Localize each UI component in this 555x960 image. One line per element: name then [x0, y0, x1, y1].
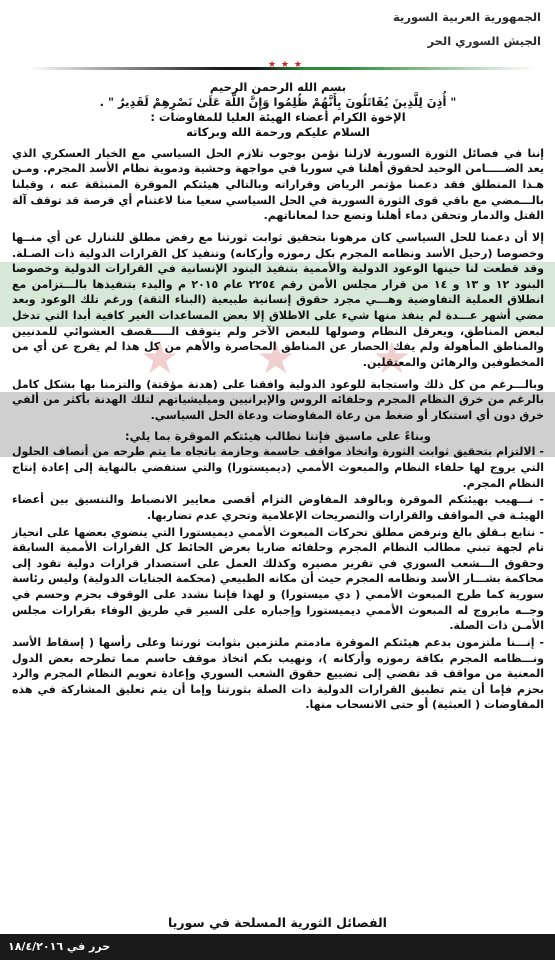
footer-bar [0, 934, 555, 960]
watermark-star-icon: ★ [372, 333, 412, 384]
basmala: بسم الله الرحمن الرحيم [209, 80, 347, 94]
quran-verse: " أُذِنَ لِلَّذِينَ يُقَاتَلُونَ بِأَنَّهُمْ ظُلِمُوا وَإِنَّ اللَّهَ عَلَىٰ نَصْرِهِمْ لَقَدِيرٌ " . [99, 94, 457, 109]
header-divider [28, 62, 536, 74]
letter-address: الإخوة الكرام أعضاء الهيئة العليا للمفاوضات : [150, 109, 406, 124]
demands-intro: وبناءً على ماسبق فإننا نطالب هيئتكم الموقرة بما يلي: [125, 429, 431, 444]
watermark-star-icon: ★ [140, 333, 180, 384]
signature: الفصائل الثورية المسلحة في سوريا [168, 915, 387, 930]
letter-greeting: السلام عليكم ورحمة الله وبركاته [186, 124, 370, 139]
paragraph-2: إلا أن دعمنا للحل السياسي كان مرهونا بتحقيق ثوابت ثورتنا مع رفض مطلق للتنازل عن أي منــها وخصوصا (رحيل الأسد ونظامه المجرم بكل رموزه وأركانه) وتنفيذ كل القرارات الدولية ذات الصـلة. وقد قطعت لنا حينها الوعود الدولية والأممية بتنفيذ البنود الإنسانية في القرارات الدولية وخصوصا البنود ١٢ و ١٣ و ١٤ من قرار مجلس الأمن رقم ٢٢٥٤ عام ٢٠١٥ م والبدء بتنفيذها بالـــتزامن مع انطلاق العملية التفاوضية وهـــي مجرد حقوق إنسانية طبيعية (البناء الثقة) ورغم تلك الوعود وبعد مضي أشهر عـــدة لم ينفذ منها شيء على الاطلاق إلا بعض المساعدات الغير كافية أبدا التي تدخل لبعض المناطق، ويعرقل النظام وصولها للبعض الآخر ولم يتوقف الـــــقصف العشوائي للمدنيين والمناطق المأهولة ولم يفك الحصار عن المناطق المحاصرة والأهم من كل هذا لم يفرج عن أي من المخطوفين والرهائن والمعتقلين. [12, 230, 544, 369]
letter-body [12, 80, 544, 714]
divider-stars-icon: ★ ★ ★ [268, 60, 303, 70]
demand-item: - نـــهيب بهيئتكم الموقرة وبالوفد المفاوض التزام أقصى معايير الانضباط والتنسيق بين أعضاء الهيئـة في المواقف والقرارات والتصريحات الإعلامية وتحري عدم تضاربها. [12, 493, 544, 522]
demand-item: - الالتزام بتحقيق ثوابت الثورة واتخاذ مواقف حاسمة وحازمة باتجاه ما يتم طرحه من أنصاف الحلول التي يروج لها حلفاء النظام والمبعوث الأممي (ديميستورا) والتي ستفضي بالنهاية إلى إعادة إنتاج النظام المجرم. [12, 445, 544, 490]
demand-item: - نتابع بـقلق بالغ ونرفض مطلق تحركات المبعوث الأممي ديميستورا التي ينضوي بعضها على انحياز تام لجهة تبني مطالب النظام المجرم وحلفائه ضاربا بعرض الحائط كل القرارات الأممية السابقة وحقوق الـــشعب السوري في تقرير مصيره وكذلك العمل على استصدار قرارات دولية تقود إلى محاكمة بشـــار الأسد ونظامه المجرم حيث أن مكانه الطبيعي (محكمة الجنايات الدولية) وليس رئاسة سورية كما طرح المبعوث الأممي ( دي ميستورا) و لهذا فإننا نشدد على الوقوف بحزم وحسم في وجــه مايروج له المبعوث الأممي ديميستورا وإجباره على السير في طريق الوفاء بقرارات مجلس الأمـن ذات الصلة. [12, 525, 544, 633]
demands-list [12, 444, 544, 713]
watermark-star-icon: ★ [256, 333, 296, 384]
header-army: الجيش السوري الحر [427, 34, 541, 48]
demand-item: - إنـــنا ملتزمون بدعم هيئتكم الموقرة مادمتم ملتزمين بثوابت ثورتنا وعلى رأسها ( إسقاط الأسد ونـــظامه المجرم بكافة رموزه وأركانه )، ونهيب بكم اتخاذ موقف حاسم مما تطرحه بعض الدول المعنية من مواقف قد تفضي إلى تضييع حقوق الشعب السوري وإعادة تعويم النظام المجرم والرد بحزم فإما أن يتم تطبيق القرارات الدولية ذات الصلة بثورتنا وإما أن يتم تعليق المشاركة في هذه المفاوضات ( العبثية) أو حتى الانسحاب منها. [12, 635, 544, 712]
paragraph-1: إننا في فصائل الثورة السورية لازلنا نؤمن بوجوب تلازم الحل السياسي مع الخيار العسكري الذي يعد الضـــــامن الوحيد لحقوق أهلنا في سوريا في مواجهة وحشية ودموية نظام الأسد المجرم. ومـن هـذا المنطلق فقد دعمنا مؤتمر الرياض وقراراته وبالتالي هيئتكم الموقرة المنبثقة عنه ، وقبلنا بالـــمضي مع باقي قوى الثورة السورية في الحل السياسي سعيا منا لاغتنام أي فرصة قد توقف آلة القتل والدمار وتحقن دماء أهلنا وتضع حدا لمعاناتهم. [12, 146, 544, 223]
paragraph-3: وبالـــرغم من كل ذلك واستجابة للوعود الدولية وافقنا على (هدنة مؤقتة) والتزمنا بها بشكل كامل بالرغم من خرق النظام المجرم وحلفائه الروس والإيرانيين وميليشياتهم لتلك الهدنة بأكثر من ألفي خرق دون أي استنكار أو ضغط من رعاة المفاوضات ودعاة الحل السياسي. [12, 377, 544, 422]
header-republic: الجمهورية العربية السورية [393, 10, 541, 24]
footer-date: حرر في ١٨/٤/٢٠١٦ [8, 940, 111, 953]
